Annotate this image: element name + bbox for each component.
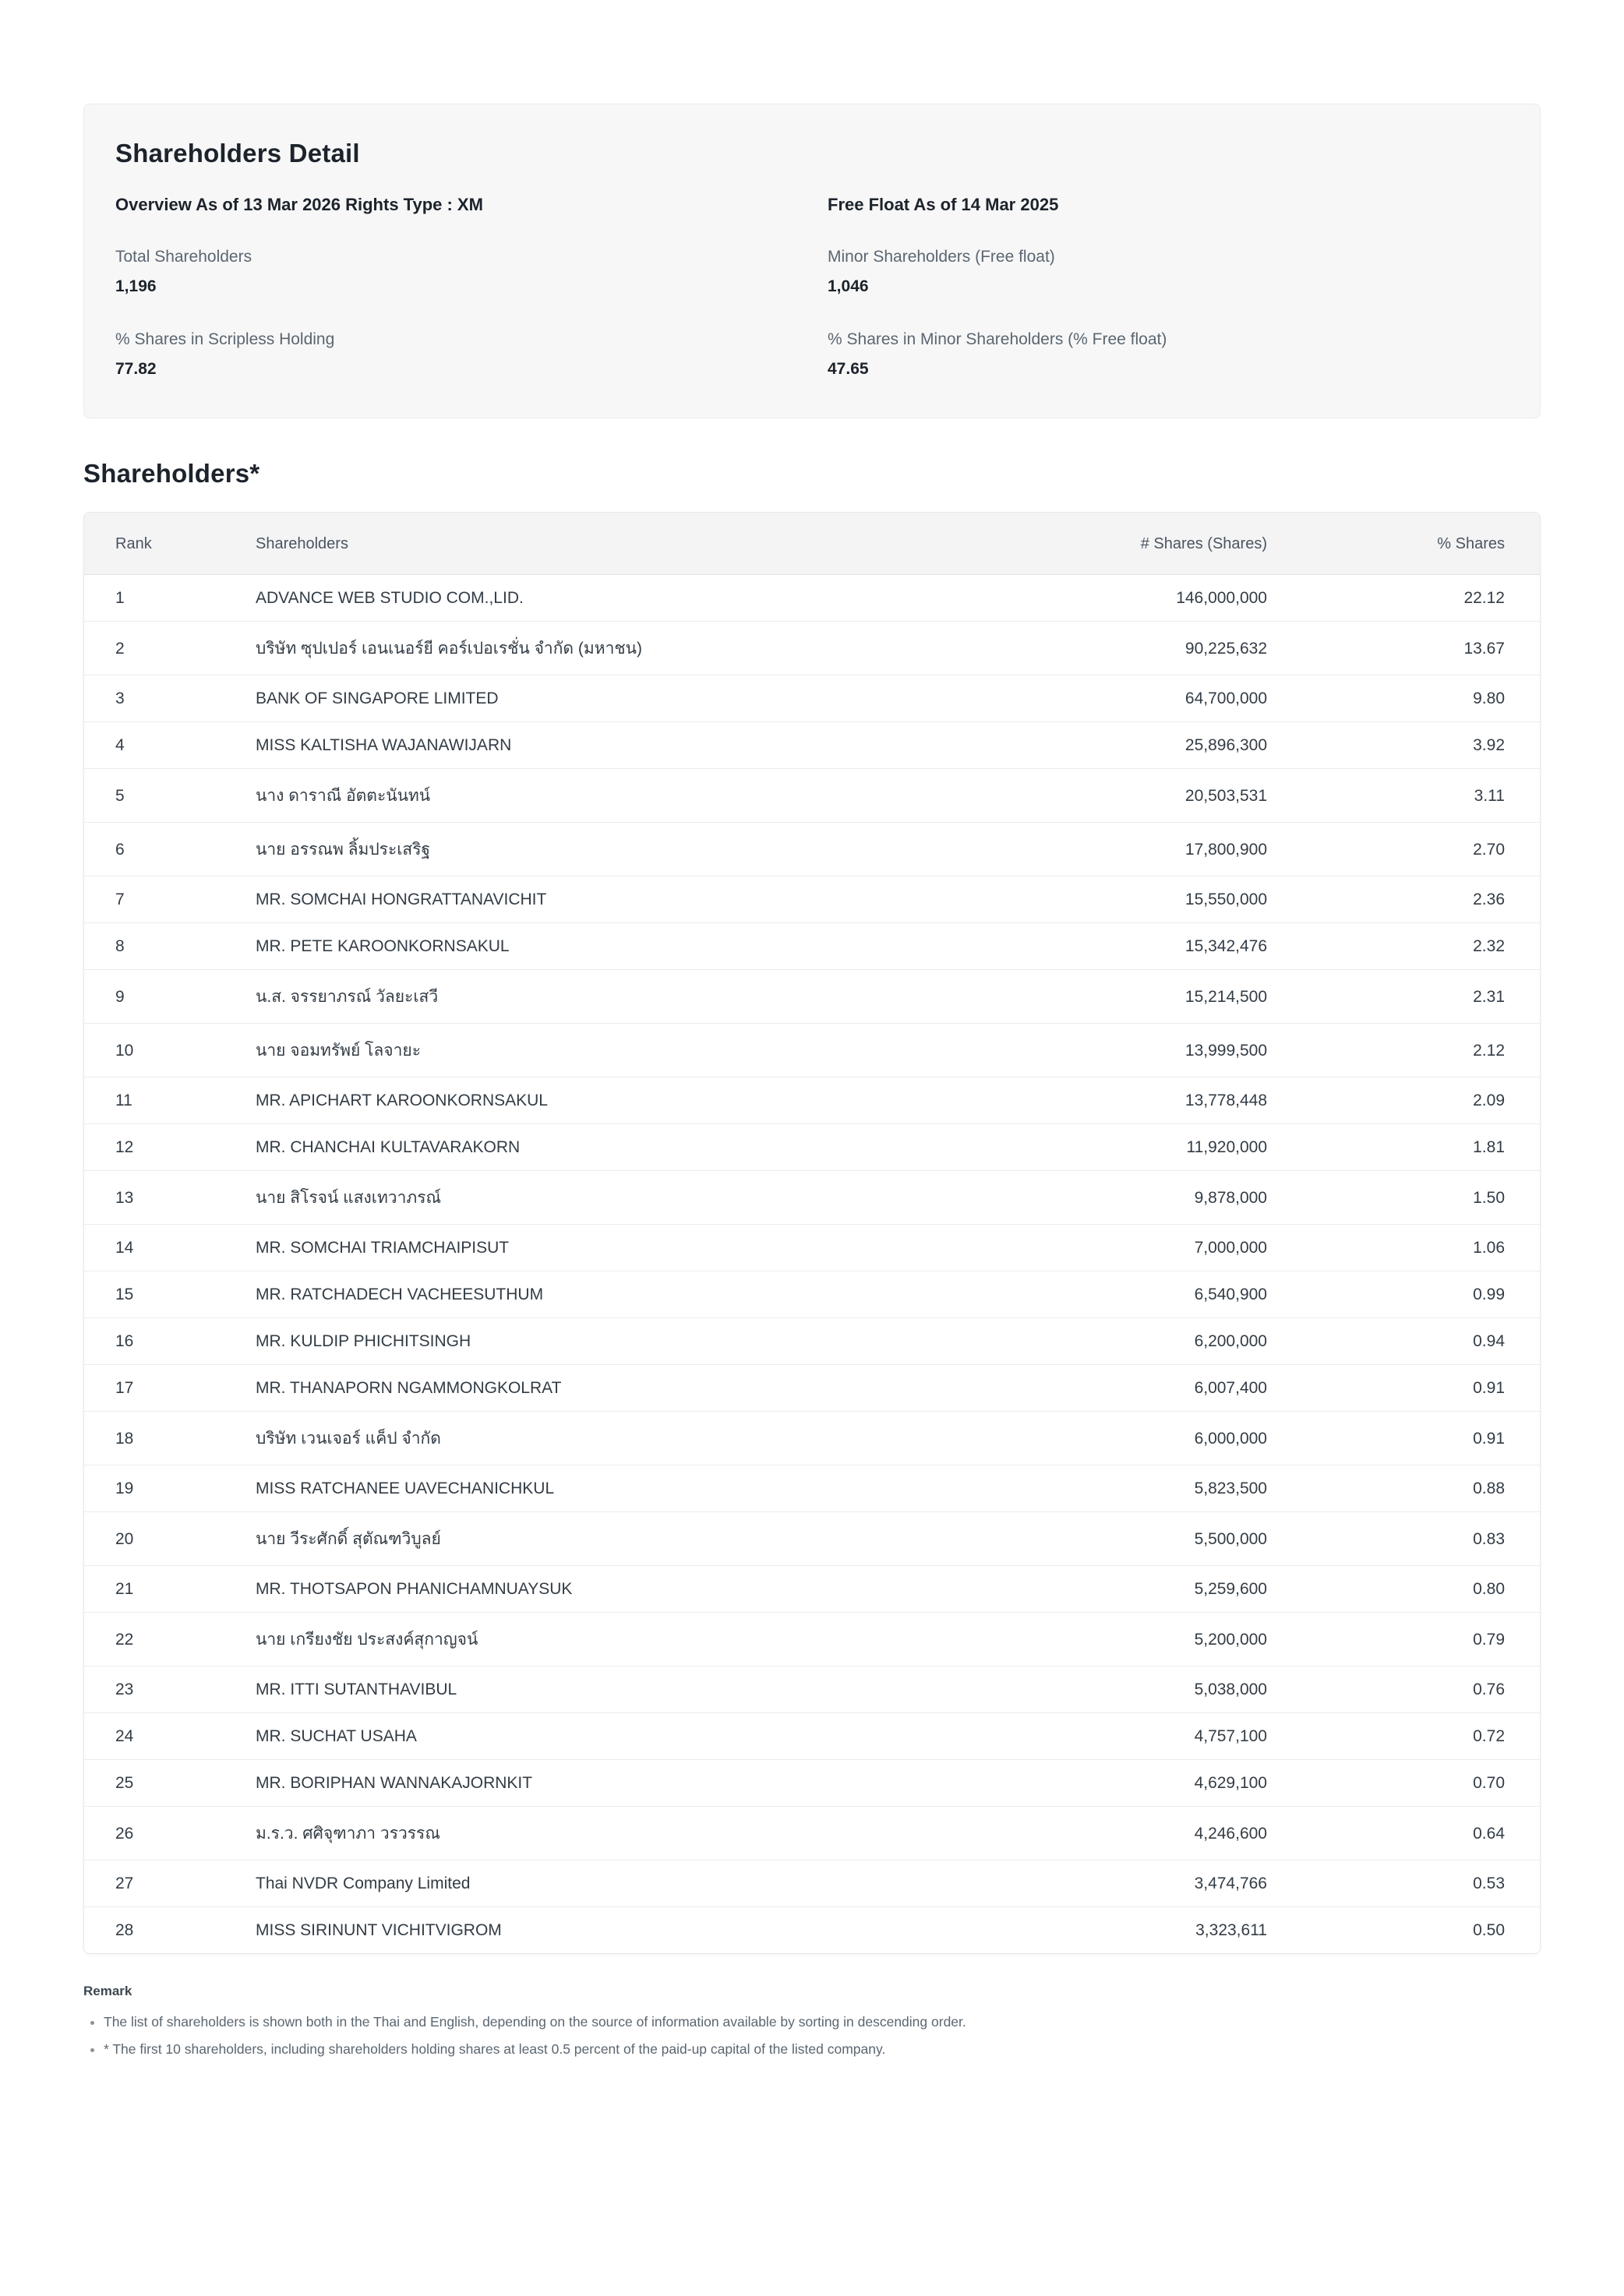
table-row	[84, 1512, 1540, 1566]
rank-column-header: Rank	[84, 513, 224, 575]
table-row	[84, 823, 1540, 876]
rank-cell: 12	[84, 1124, 224, 1171]
pct-shares-cell: 1.06	[1267, 1225, 1540, 1271]
shares-cell: 5,200,000	[909, 1613, 1267, 1666]
table-row	[84, 1124, 1540, 1171]
shareholder-name-cell: MR. APICHART KAROONKORNSAKUL	[224, 1077, 909, 1124]
shares-cell: 146,000,000	[909, 575, 1267, 622]
shareholder-name-cell: MISS KALTISHA WAJANAWIJARN	[224, 722, 909, 769]
shares-cell: 6,000,000	[909, 1412, 1267, 1465]
rank-cell: 26	[84, 1807, 224, 1860]
shares-cell: 4,246,600	[909, 1807, 1267, 1860]
rank-cell: 23	[84, 1666, 224, 1713]
pct-shares-cell: 0.64	[1267, 1807, 1540, 1860]
shareholder-name-cell: MR. CHANCHAI KULTAVARAKORN	[224, 1124, 909, 1171]
pct-shares-cell: 2.31	[1267, 970, 1540, 1024]
rank-cell: 15	[84, 1271, 224, 1318]
shareholder-name-cell: บริษัท ซุปเปอร์ เอนเนอร์ยี คอร์เปอเรชั่น จำกัด (มหาชน)	[224, 622, 909, 675]
shares-cell: 5,259,600	[909, 1566, 1267, 1613]
pct-shares-cell: 2.36	[1267, 876, 1540, 923]
shareholder-name-cell: นาย อรรณพ ลิ้มประเสริฐ	[224, 823, 909, 876]
remark-title: Remark	[83, 1984, 132, 1998]
rank-cell: 6	[84, 823, 224, 876]
pct-shares-cell: 22.12	[1267, 575, 1540, 622]
rank-cell: 11	[84, 1077, 224, 1124]
shareholder-name-cell: น.ส. จรรยาภรณ์ วัลยะเสวี	[224, 970, 909, 1024]
pct-shares-cell: 0.99	[1267, 1271, 1540, 1318]
shares-cell: 3,323,611	[909, 1907, 1267, 1954]
rank-cell: 18	[84, 1412, 224, 1465]
stat-label: Total Shareholders	[115, 248, 252, 266]
table-row	[84, 575, 1540, 622]
pct-shares-cell: 2.70	[1267, 823, 1540, 876]
pct-shares-cell: 0.83	[1267, 1512, 1540, 1566]
shareholder-name-cell: MR. RATCHADECH VACHEESUTHUM	[224, 1271, 909, 1318]
shares-cell: 25,896,300	[909, 722, 1267, 769]
table-row	[84, 1613, 1540, 1666]
table-row	[84, 1566, 1540, 1613]
shares-cell: 5,823,500	[909, 1465, 1267, 1512]
rank-cell: 13	[84, 1171, 224, 1225]
rank-cell: 16	[84, 1318, 224, 1365]
pct-shares-cell: 0.70	[1267, 1760, 1540, 1807]
rank-cell: 9	[84, 970, 224, 1024]
table-row	[84, 970, 1540, 1024]
remark-section	[83, 1984, 1541, 2060]
shares-cell: 13,778,448	[909, 1077, 1267, 1124]
pct-shares-cell: 9.80	[1267, 675, 1540, 722]
shareholder-name-cell: นาย เกรียงชัย ประสงค์สุกาญจน์	[224, 1613, 909, 1666]
minor-shareholders-stat	[828, 248, 1509, 296]
table-row	[84, 1412, 1540, 1465]
free-float-heading: Free Float As of 14 Mar 2025	[828, 195, 1059, 214]
table-row	[84, 1807, 1540, 1860]
remark-list	[83, 2012, 1541, 2060]
rank-cell: 10	[84, 1024, 224, 1077]
shares-cell: 15,214,500	[909, 970, 1267, 1024]
shares-cell: 6,007,400	[909, 1365, 1267, 1412]
shares-cell: 5,038,000	[909, 1666, 1267, 1713]
rank-cell: 4	[84, 722, 224, 769]
pct-shares-cell: 1.50	[1267, 1171, 1540, 1225]
table-row	[84, 1465, 1540, 1512]
shareholders-table-body	[84, 575, 1540, 1954]
shares-cell: 90,225,632	[909, 622, 1267, 675]
shares-cell: 11,920,000	[909, 1124, 1267, 1171]
remark-item: • The list of shareholders is shown both in the Thai and English, depending on the source of information available by sorting in descending order.	[104, 2012, 1541, 2032]
shareholder-name-cell: ADVANCE WEB STUDIO COM.,LID.	[224, 575, 909, 622]
pct-shares-cell: 0.79	[1267, 1613, 1540, 1666]
rank-cell: 22	[84, 1613, 224, 1666]
pct-shares-cell: 3.92	[1267, 722, 1540, 769]
table-row	[84, 876, 1540, 923]
shareholder-name-cell: นาย จอมทรัพย์ โลจายะ	[224, 1024, 909, 1077]
shareholder-name-cell: MR. PETE KAROONKORNSAKUL	[224, 923, 909, 970]
shareholder-name-cell: MR. ITTI SUTANTHAVIBUL	[224, 1666, 909, 1713]
overview-column	[115, 195, 796, 379]
shareholder-name-cell: นาง ดาราณี อัตตะนันทน์	[224, 769, 909, 823]
shareholder-name-cell: นาย สิโรจน์ แสงเทวาภรณ์	[224, 1171, 909, 1225]
shares-cell: 17,800,900	[909, 823, 1267, 876]
rank-cell: 1	[84, 575, 224, 622]
shareholder-name-cell: นาย วีระศักดิ์ สุตัณฑวิบูลย์	[224, 1512, 909, 1566]
table-row	[84, 1225, 1540, 1271]
rank-cell: 5	[84, 769, 224, 823]
rank-cell: 8	[84, 923, 224, 970]
shareholders-column-header: Shareholders	[224, 513, 909, 575]
stat-value: 1,196	[115, 277, 157, 295]
pct-shares-cell: 0.80	[1267, 1566, 1540, 1613]
shares-cell: 20,503,531	[909, 769, 1267, 823]
stat-value: 47.65	[828, 360, 869, 378]
rank-cell: 20	[84, 1512, 224, 1566]
table-row	[84, 1077, 1540, 1124]
rank-cell: 7	[84, 876, 224, 923]
shares-cell: 15,342,476	[909, 923, 1267, 970]
rank-cell: 17	[84, 1365, 224, 1412]
table-row	[84, 923, 1540, 970]
pct-shares-cell: 1.81	[1267, 1124, 1540, 1171]
stat-label: % Shares in Minor Shareholders (% Free float)	[828, 330, 1167, 348]
shares-cell: 13,999,500	[909, 1024, 1267, 1077]
rank-cell: 14	[84, 1225, 224, 1271]
overview-heading: Overview As of 13 Mar 2026 Rights Type : XM	[115, 195, 483, 214]
table-row	[84, 622, 1540, 675]
shares-cell: 6,540,900	[909, 1271, 1267, 1318]
shareholder-name-cell: MR. THOTSAPON PHANICHAMNUAYSUK	[224, 1566, 909, 1613]
shares-cell: 64,700,000	[909, 675, 1267, 722]
shares-cell: 3,474,766	[909, 1860, 1267, 1907]
shareholders-detail-card	[83, 104, 1541, 418]
shares-cell: 6,200,000	[909, 1318, 1267, 1365]
pct-shares-cell: 0.50	[1267, 1907, 1540, 1954]
table-row	[84, 1666, 1540, 1713]
rank-cell: 2	[84, 622, 224, 675]
pct-shares-column-header: % Shares	[1267, 513, 1540, 575]
pct-shares-cell: 0.76	[1267, 1666, 1540, 1713]
table-row	[84, 1713, 1540, 1760]
shareholder-name-cell: MR. SUCHAT USAHA	[224, 1713, 909, 1760]
shareholder-name-cell: MR. SOMCHAI TRIAMCHAIPISUT	[224, 1225, 909, 1271]
pct-shares-cell: 0.72	[1267, 1713, 1540, 1760]
minor-shareholders-pct-stat	[828, 330, 1509, 379]
pct-shares-cell: 3.11	[1267, 769, 1540, 823]
pct-shares-cell: 0.88	[1267, 1465, 1540, 1512]
shares-column-header: # Shares (Shares)	[909, 513, 1267, 575]
shares-cell: 5,500,000	[909, 1512, 1267, 1566]
shares-cell: 7,000,000	[909, 1225, 1267, 1271]
table-header-row	[84, 513, 1540, 575]
pct-shares-cell: 13.67	[1267, 622, 1540, 675]
table-header	[84, 513, 1540, 575]
pct-shares-cell: 2.12	[1267, 1024, 1540, 1077]
pct-shares-cell: 0.53	[1267, 1860, 1540, 1907]
table-row	[84, 1907, 1540, 1954]
shareholder-name-cell: MR. THANAPORN NGAMMONGKOLRAT	[224, 1365, 909, 1412]
table-row	[84, 1318, 1540, 1365]
table-row	[84, 1171, 1540, 1225]
table-row	[84, 1760, 1540, 1807]
shareholders-table	[84, 513, 1540, 1953]
remark-item: • * The first 10 shareholders, including shareholders holding shares at least 0.5 percent of the paid-up capital of the listed company.	[104, 2039, 1541, 2059]
free-float-column	[828, 195, 1509, 379]
shareholder-name-cell: MR. KULDIP PHICHITSINGH	[224, 1318, 909, 1365]
table-row	[84, 1365, 1540, 1412]
shareholder-name-cell: บริษัท เวนเจอร์ แค็ป จำกัด	[224, 1412, 909, 1465]
rank-cell: 24	[84, 1713, 224, 1760]
rank-cell: 25	[84, 1760, 224, 1807]
shares-cell: 15,550,000	[909, 876, 1267, 923]
shares-cell: 4,757,100	[909, 1713, 1267, 1760]
pct-shares-cell: 2.09	[1267, 1077, 1540, 1124]
summary-grid	[115, 195, 1509, 379]
rank-cell: 28	[84, 1907, 224, 1954]
table-row	[84, 1271, 1540, 1318]
shareholder-name-cell: Thai NVDR Company Limited	[224, 1860, 909, 1907]
pct-shares-cell: 0.91	[1267, 1412, 1540, 1465]
pct-shares-cell: 0.91	[1267, 1365, 1540, 1412]
shares-cell: 9,878,000	[909, 1171, 1267, 1225]
shareholders-table-card	[83, 512, 1541, 1954]
table-row	[84, 769, 1540, 823]
shareholder-name-cell: BANK OF SINGAPORE LIMITED	[224, 675, 909, 722]
table-row	[84, 722, 1540, 769]
shareholder-name-cell: MR. SOMCHAI HONGRATTANAVICHIT	[224, 876, 909, 923]
table-row	[84, 1860, 1540, 1907]
shareholder-name-cell: ม.ร.ว. ศศิจุฑาภา วรวรรณ	[224, 1807, 909, 1860]
rank-cell: 19	[84, 1465, 224, 1512]
table-row	[84, 675, 1540, 722]
stat-value: 77.82	[115, 360, 157, 378]
page-title: Shareholders Detail	[115, 139, 360, 168]
pct-shares-cell: 2.32	[1267, 923, 1540, 970]
total-shareholders-stat	[115, 248, 796, 296]
pct-shares-cell: 0.94	[1267, 1318, 1540, 1365]
shareholder-name-cell: MISS SIRINUNT VICHITVIGROM	[224, 1907, 909, 1954]
shareholders-section-title: Shareholders*	[83, 459, 260, 488]
shareholder-name-cell: MISS RATCHANEE UAVECHANICHKUL	[224, 1465, 909, 1512]
rank-cell: 3	[84, 675, 224, 722]
shareholder-name-cell: MR. BORIPHAN WANNAKAJORNKIT	[224, 1760, 909, 1807]
rank-cell: 27	[84, 1860, 224, 1907]
stat-value: 1,046	[828, 277, 869, 295]
scripless-holding-stat	[115, 330, 796, 379]
rank-cell: 21	[84, 1566, 224, 1613]
stat-label: Minor Shareholders (Free float)	[828, 248, 1055, 266]
table-row	[84, 1024, 1540, 1077]
stat-label: % Shares in Scripless Holding	[115, 330, 335, 348]
shares-cell: 4,629,100	[909, 1760, 1267, 1807]
